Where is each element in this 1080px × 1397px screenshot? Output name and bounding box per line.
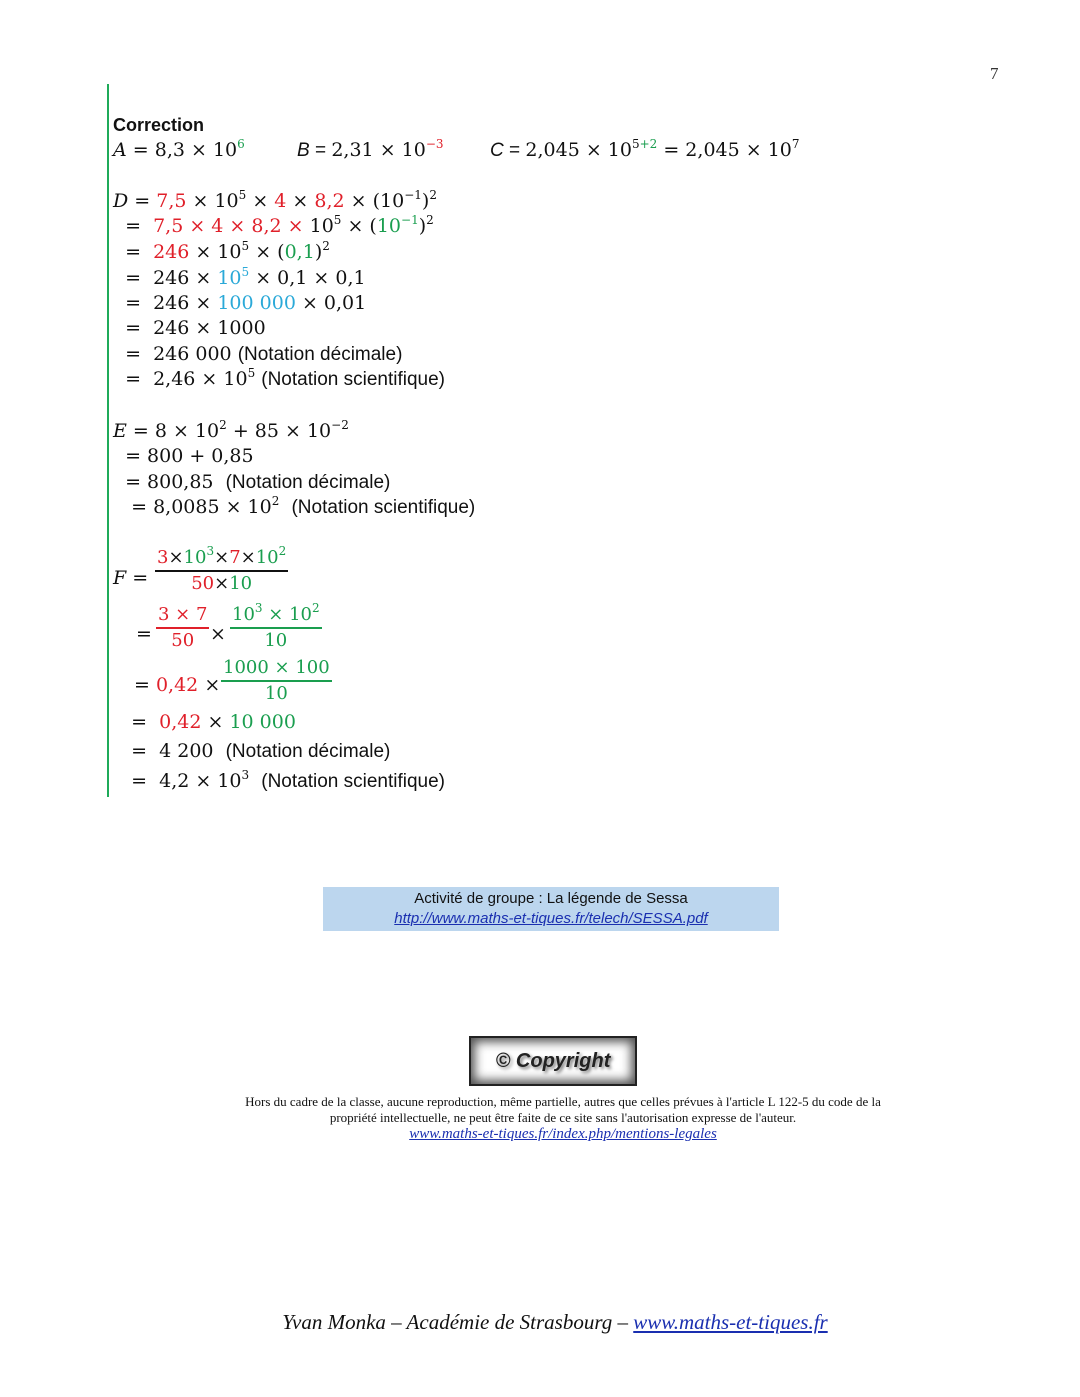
activity-link[interactable]: http://www.maths-et-tiques.fr/telech/SESSA.pdf xyxy=(394,910,708,927)
copyright-notice xyxy=(230,1094,896,1142)
footer-author: Yvan Monka – Académie de Strasbourg – xyxy=(282,1310,634,1334)
equation-D-line-7: = 246 000 (Notation décimale) xyxy=(113,343,403,365)
equation-E-line-2: = 800 + 0,85 xyxy=(113,445,254,467)
equation-D-line-4: = $246 \times 10^5 \times 0,1 \times 0,1$ xyxy=(113,265,366,289)
fraction-F-1: $\frac{3\times 10^3\times 7\times 10^2}{50\times 10}$ xyxy=(157,544,287,594)
equation-D-line-8: = $2,46 \times 10^5$ (Notation scientifique) xyxy=(113,366,446,390)
page-number: 7 xyxy=(990,64,999,83)
equation-F-line-6: = $4,2 \times 10^3$ (Notation scientifique) xyxy=(113,768,446,792)
equation-F-line-3: = 0,42 × xyxy=(134,674,221,696)
activity-title: Activité de groupe : La légende de Sessa xyxy=(414,890,688,907)
equation-E-line-1: $E = 8 \times 10^2 + 85 \times 10^{-2}$ xyxy=(113,418,349,442)
equation-D-line-2: = $7,5 \times 4 \times 8,2 \times 10^5 \times (10^{-1})^2$ xyxy=(113,213,434,237)
fraction-F-2a: $\frac{3 \times 7}{50}$ xyxy=(158,604,208,651)
activity-banner xyxy=(323,887,779,931)
copyright-badge: © Copyright xyxy=(469,1036,637,1086)
mentions-legales-link[interactable]: www.maths-et-tiques.fr/index.php/mentions-legales xyxy=(409,1126,717,1142)
footer-site-link[interactable]: www.maths-et-tiques.fr xyxy=(633,1310,828,1334)
equation-E-line-3: = 800,85 (Notation décimale) xyxy=(113,471,391,493)
equation-F-line-5: = 4 200 (Notation décimale) xyxy=(113,740,391,762)
correction-heading: Correction xyxy=(113,115,205,135)
equation-C: $C = 2,045 \times 10^{5+2} = 2,045 \times 10^7$ xyxy=(490,137,800,161)
fraction-F-2b: $\frac{10^3 \times 10^2}{10}$ xyxy=(232,601,320,651)
equation-F-lhs: F = xyxy=(113,567,149,589)
equation-D-line-6: = 246 × 1000 xyxy=(113,317,266,339)
equation-D-line-1: $D = 7,5 \times 10^5 \times 4 \times 8,2 \times (10^{-1})^2$ xyxy=(113,188,437,212)
correction-margin-bar xyxy=(107,84,109,797)
fraction-F-3: $\frac{1000 \times 100}{10}$ xyxy=(223,657,330,704)
equation-E-line-4: = $8,0085 \times 10^2$ (Notation scientifique) xyxy=(113,494,476,518)
copyright-text: Hors du cadre de la classe, aucune reproduction, même partielle, autres que celles prévues à l'article L 122-5 du code de la propriété intellectuelle, ne peut être faite de ce site sans l'autorisation expresse de l'auteur. xyxy=(245,1094,881,1125)
page-footer xyxy=(0,1310,1080,1335)
times-sign: × xyxy=(210,623,226,645)
equation-F-line-4: = 0,42 × 10 000 xyxy=(113,711,296,733)
equation-F-line-2-eq: = xyxy=(136,623,152,645)
equation-B: $B = 2,31 \times 10^{-3}$ xyxy=(297,137,444,161)
equation-D-line-3: = $246 \times 10^5 \times (0,1)^2$ xyxy=(113,239,330,263)
equation-A: $A = 8,3 \times 10^6$ xyxy=(113,137,245,161)
equation-D-line-5: = 246 × 100 000 × 0,01 xyxy=(113,292,367,314)
